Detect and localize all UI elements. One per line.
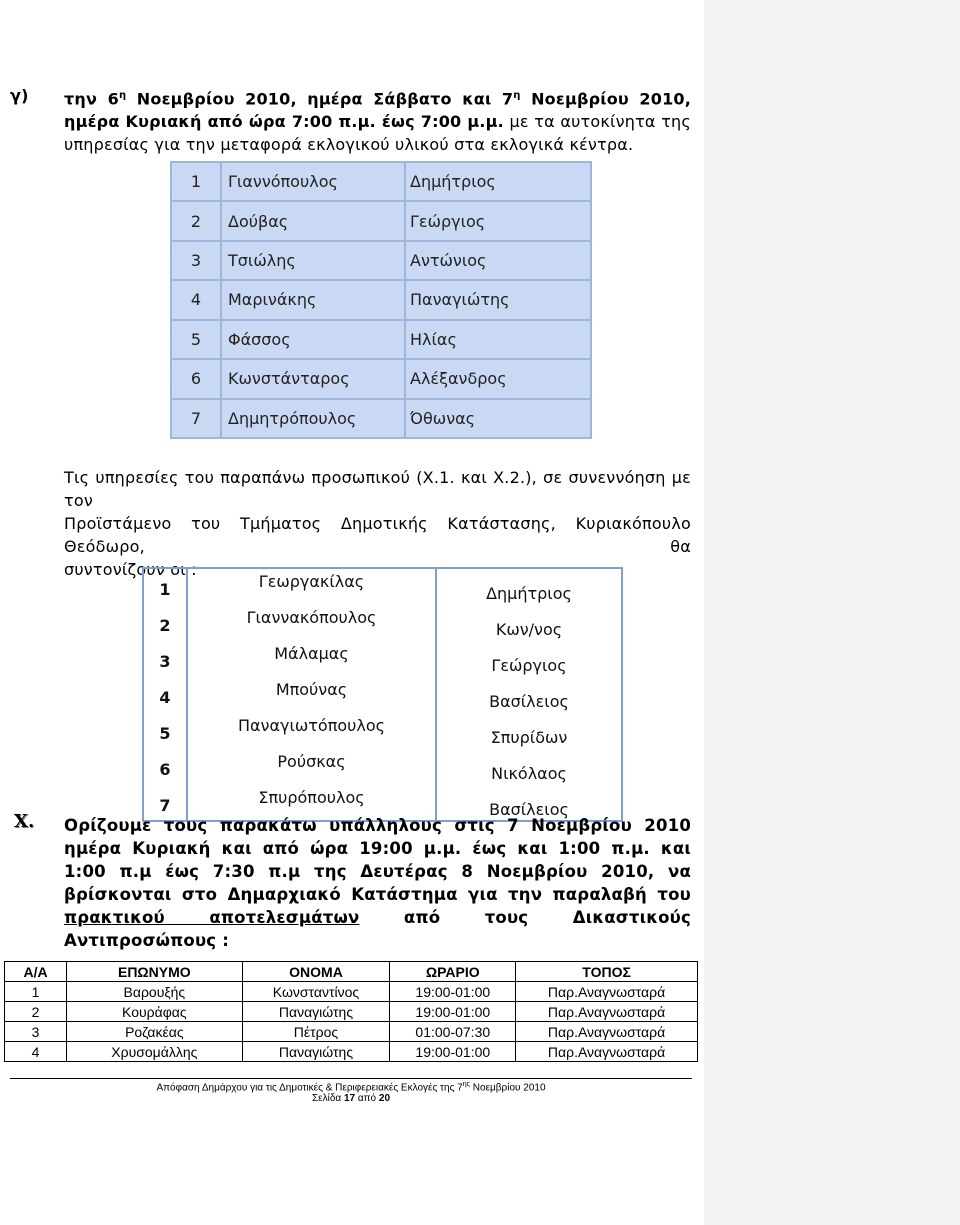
row-number: 4 <box>171 280 221 319</box>
table-cell: Παναγιώτης <box>242 1042 390 1062</box>
column-header: Α/Α <box>5 962 67 982</box>
first-name-cell: Γεώργιος <box>436 641 622 677</box>
first-name-cell: Κων/νος <box>436 605 622 641</box>
section-y-line3: υπηρεσίας για την μεταφορά εκλογικού υλικού στα εκλογικά κέντρα. <box>64 135 634 155</box>
column-header: ΤΟΠΟΣ <box>516 962 698 982</box>
row-number: 4 <box>143 677 187 713</box>
table-row <box>143 605 622 641</box>
surname-cell: Μπούνας <box>187 677 436 713</box>
surname-cell: Ρούσκας <box>187 749 436 785</box>
section-x-line2: ημέρα Κυριακή και από ώρα 19:00 μ.μ. έως και 1:00 π.μ. και <box>64 839 691 858</box>
row-number: 6 <box>143 749 187 785</box>
table-row <box>171 162 591 201</box>
footer-divider <box>10 1078 692 1079</box>
table-cell: 19:00-01:00 <box>390 1002 516 1022</box>
table-row <box>171 201 591 240</box>
table-row <box>143 749 622 785</box>
table-cell: 01:00-07:30 <box>390 1022 516 1042</box>
table-cell: Παναγιώτης <box>242 1002 390 1022</box>
comment-pane <box>704 0 960 1225</box>
surname-cell: Παναγιωτόπουλος <box>187 713 436 749</box>
table-cell: 2 <box>5 1002 67 1022</box>
first-name-cell: Όθωνας <box>405 399 591 438</box>
row-number: 3 <box>143 641 187 677</box>
table-row <box>171 241 591 280</box>
table-cell: Κουράφας <box>67 1002 242 1022</box>
table-row <box>5 982 698 1002</box>
coordinator-line3: συντονίζουν οι : <box>64 560 197 579</box>
table-cell: 3 <box>5 1022 67 1042</box>
table-cell: Ροζακέας <box>67 1022 242 1042</box>
row-number: 6 <box>171 359 221 398</box>
table-cell: Βαρουξής <box>67 982 242 1002</box>
first-name-cell: Ηλίας <box>405 320 591 359</box>
section-x-line4: βρίσκονται στο Δημαρχιακό Κατάστημα για την παραλαβή του <box>64 885 691 904</box>
row-number: 5 <box>143 713 187 749</box>
first-name-cell: Δημήτριος <box>436 568 622 605</box>
section-y-line1: την $6^\eta$ Νοεμβρίου 2010, ημέρα Σάββατο και $7^\eta$ Νοεμβρίου 2010, <box>64 89 692 109</box>
surname-cell: Φάσσος <box>221 320 405 359</box>
section-marker-x: Χ. <box>14 811 35 832</box>
row-number: 2 <box>143 605 187 641</box>
coordinators-table <box>142 567 623 822</box>
table-row <box>5 1022 698 1042</box>
table-cell: Παρ.Αναγνωσταρά <box>516 1002 698 1022</box>
row-number: 7 <box>171 399 221 438</box>
surname-cell: Μαρινάκης <box>221 280 405 319</box>
table-cell: 1 <box>5 982 67 1002</box>
coordinator-paragraph <box>64 466 691 581</box>
surname-cell: Δημητρόπουλος <box>221 399 405 438</box>
first-name-cell: Σπυρίδων <box>436 713 622 749</box>
first-name-cell: Παναγιώτης <box>405 280 591 319</box>
table-row <box>171 280 591 319</box>
table-row <box>5 1002 698 1022</box>
table-cell: Παρ.Αναγνωσταρά <box>516 1042 698 1062</box>
first-name-cell: Βασίλειος <box>436 677 622 713</box>
first-name-cell: Βασίλειος <box>436 785 622 822</box>
table-row <box>143 713 622 749</box>
footer-title: Απόφαση Δημάρχου για τις Δημοτικές & Περιφερειακές Εκλογές της $7^{\eta\varsigma}$ Νοεμβρίου 2010 <box>156 1081 546 1094</box>
row-number: 5 <box>171 320 221 359</box>
section-x-line5: πρακτικού αποτελεσμάτων από τους Δικαστικούς <box>64 908 691 927</box>
table-row <box>143 568 622 605</box>
table-row <box>171 359 591 398</box>
surname-cell: Γιαννόπουλος <box>221 162 405 201</box>
table-cell: Πέτρος <box>242 1022 390 1042</box>
section-y-text <box>64 84 691 156</box>
first-name-cell: Αντώνιος <box>405 241 591 280</box>
table-cell: Παρ.Αναγνωσταρά <box>516 982 698 1002</box>
row-number: 3 <box>171 241 221 280</box>
section-x-line6: Αντιπροσώπους : <box>64 931 230 950</box>
table-cell: 19:00-01:00 <box>390 1042 516 1062</box>
coordinator-line1: Τις υπηρεσίες του παραπάνω προσωπικού (Χ.1. και Χ.2.), σε συνεννόηση με τον <box>64 468 691 510</box>
row-number: 2 <box>171 201 221 240</box>
column-header: ΕΠΩΝΥΜΟ <box>67 962 242 982</box>
first-name-cell: Νικόλαος <box>436 749 622 785</box>
table-row <box>171 399 591 438</box>
section-x-text <box>64 814 691 952</box>
surname-cell: Τσιώλης <box>221 241 405 280</box>
surname-cell: Γεωργακίλας <box>187 568 436 605</box>
table-cell: Χρυσομάλλης <box>67 1042 242 1062</box>
section-x-line1: Ορίζουμε τους παρακάτω υπάλληλους στις 7 Νοεμβρίου 2010 <box>64 816 691 835</box>
table-row <box>143 677 622 713</box>
section-x-line3: 1:00 π.μ έως 7:30 π.μ της Δευτέρας 8 Νοεμβρίου 2010, να <box>64 862 691 881</box>
surname-cell: Σπυρόπουλος <box>187 785 436 822</box>
column-header: ΩΡΑΡΙΟ <box>390 962 516 982</box>
row-number: 7 <box>143 785 187 822</box>
table-row <box>171 320 591 359</box>
coordinator-line2: Προϊστάμενο του Τμήματος Δημοτικής Κατάστασης, Κυριακόπουλο Θεόδωρο, θα <box>64 514 691 556</box>
row-number: 1 <box>171 162 221 201</box>
table-cell: Κωνσταντίνος <box>242 982 390 1002</box>
table-row <box>143 641 622 677</box>
row-number: 1 <box>143 568 187 605</box>
surname-cell: Γιαννακόπουλος <box>187 605 436 641</box>
first-name-cell: Δημήτριος <box>405 162 591 201</box>
section-y-line2: ημέρα Κυριακή από ώρα 7:00 π.μ. έως 7:00 μ.μ. με τα αυτοκίνητα της <box>64 112 691 132</box>
table-cell: Παρ.Αναγνωσταρά <box>516 1022 698 1042</box>
table-row <box>5 1042 698 1062</box>
page-number: Σελίδα 17 από 20 <box>311 1093 391 1104</box>
surname-cell: Κωνστάνταρος <box>221 359 405 398</box>
section-marker-y: γ) <box>10 86 29 105</box>
table-cell: 19:00-01:00 <box>390 982 516 1002</box>
table-cell: 4 <box>5 1042 67 1062</box>
column-header: ΟΝΟΜΑ <box>242 962 390 982</box>
surname-cell: Μάλαμας <box>187 641 436 677</box>
first-name-cell: Αλέξανδρος <box>405 359 591 398</box>
representatives-table <box>4 961 698 1062</box>
surname-cell: Δούβας <box>221 201 405 240</box>
staff-table-1 <box>170 161 592 439</box>
first-name-cell: Γεώργιος <box>405 201 591 240</box>
